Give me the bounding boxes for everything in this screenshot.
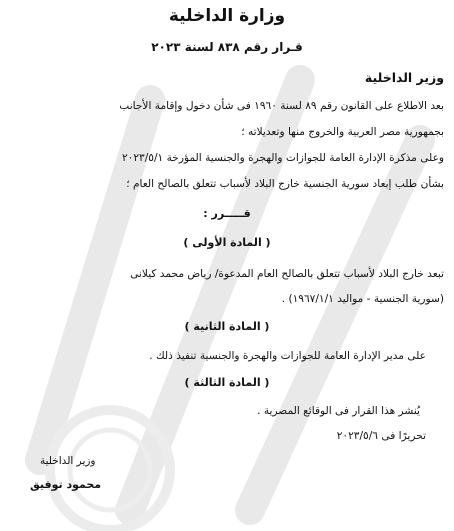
article-2-text: على مدير الإدارة العامة للجوازات والهجرة والجنسية تنفيذ ذلك . <box>149 350 426 362</box>
signature-name: محمود توفيق <box>30 478 102 491</box>
decided-label: قـــــرر : <box>203 207 251 220</box>
preamble-line: وعلى مذكرة الإدارة العامة للجوازات والهجرة والجنسية المؤرخة ٢٠٢٣/٥/١ <box>121 152 444 164</box>
decree-number: قـرار رقم ٨٣٨ لسنة ٢٠٢٣ <box>151 40 303 54</box>
signature-title: وزير الداخلية <box>40 455 96 467</box>
preamble-line: بجمهورية مصر العربية والخروج منها وتعديلاته ؛ <box>241 126 444 138</box>
preamble-line: بعد الاطلاع على القانون رقم ٨٩ لسنة ١٩٦٠ فى شأن دخول وإقامة الأجانب <box>119 100 444 112</box>
issuer-title: وزير الداخلية <box>364 70 444 85</box>
article-1-heading: ( المادة الأولى ) <box>183 236 271 249</box>
article-3-heading: ( المادة الثالثة ) <box>184 376 270 389</box>
article-3-text: يُنشر هذا القرار فى الوقائع المصرية . <box>257 405 420 417</box>
issue-date: تحريرًا فى ٢٠٢٣/٥/٦ <box>336 430 426 442</box>
preamble-line: بشأن طلب إبعاد سورية الجنسية خارج البلاد لأسباب تتعلق بالصالح العام ؛ <box>126 178 444 190</box>
article-1-line: (سورية الجنسية - مواليد ١٩٦٧/١/١) . <box>281 293 444 305</box>
article-1-line: تبعد خارج البلاد لأسباب تتعلق بالصالح العام المدعوة/ رياض محمد كيلانى <box>130 268 444 280</box>
article-2-heading: ( المادة الثانية ) <box>184 320 270 333</box>
page-title: وزارة الداخلية <box>168 6 286 26</box>
